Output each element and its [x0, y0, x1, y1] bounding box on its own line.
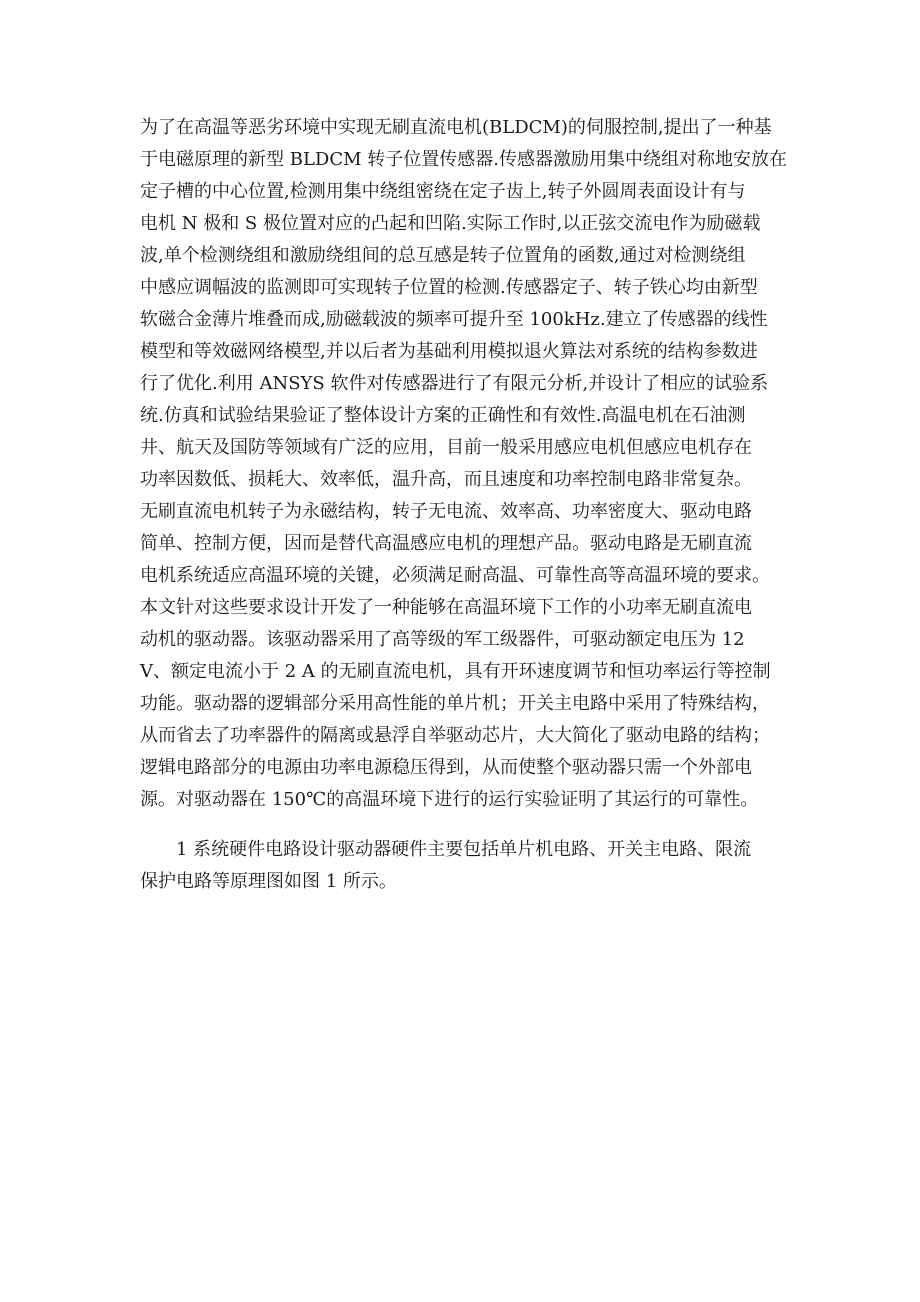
text-line: 简单、控制方便，因而是替代高温感应电机的理想产品。驱动电路是无刷直流 — [140, 533, 752, 554]
text-line: 波,单个检测绕组和激励绕组间的总互感是转子位置角的函数,通过对检测绕组 — [140, 245, 746, 266]
text-line: 于电磁原理的新型 BLDCM 转子位置传感器.传感器激励用集中绕组对称地安放在 — [140, 149, 787, 170]
text-line: 电机系统适应高温环境的关键，必须满足耐高温、可靠性高等高温环境的要求。 — [140, 565, 770, 586]
text-line: 电机 N 极和 S 极位置对应的凸起和凹陷.实际工作时,以正弦交流电作为励磁载 — [140, 213, 761, 234]
text-line: V、额定电流小于 2 A 的无刷直流电机，具有开环速度调节和恒功率运行等控制 — [140, 661, 771, 682]
document-body — [140, 112, 787, 898]
text-line: 本文针对这些要求设计开发了一种能够在高温环境下工作的小功率无刷直流电 — [140, 597, 752, 618]
text-line: 从而省去了功率器件的隔离或悬浮自举驱动芯片，大大简化了驱动电路的结构； — [140, 725, 770, 746]
text-line: 定子槽的中心位置,检测用集中绕组密绕在定子齿上,转子外圆周表面设计有与 — [140, 181, 746, 202]
text-line: 统.仿真和试验结果验证了整体设计方案的正确性和有效性.高温电机在石油测 — [140, 405, 746, 426]
text-line: 模型和等效磁网络模型,并以后者为基础利用模拟退火算法对系统的结构参数进 — [140, 341, 758, 362]
section-paragraph — [140, 834, 780, 898]
text-line: 软磁合金薄片堆叠而成,励磁载波的频率可提升至 100kHz.建立了传感器的线性 — [140, 309, 768, 330]
text-line: 功能。驱动器的逻辑部分采用高性能的单片机；开关主电路中采用了特殊结构， — [140, 693, 770, 714]
text-line: 动机的驱动器。该驱动器采用了高等级的军工级器件，可驱动额定电压为 12 — [140, 629, 745, 650]
text-line: 源。对驱动器在 150℃的高温环境下进行的运行实验证明了其运行的可靠性。 — [140, 789, 759, 810]
abstract-paragraph — [140, 112, 787, 816]
text-line: 为了在高温等恶劣环境中实现无刷直流电机(BLDCM)的伺服控制,提出了一种基 — [140, 117, 772, 138]
text-line: 保护电路等原理图如图 1 所示。 — [140, 871, 397, 892]
text-line: 行了优化.利用 ANSYS 软件对传感器进行了有限元分析,并设计了相应的试验系 — [140, 373, 769, 394]
text-line: 逻辑电路部分的电源由功率电源稳压得到，从而使整个驱动器只需一个外部电 — [140, 757, 752, 778]
paragraph-spacer — [140, 816, 780, 834]
text-line: 中感应调幅波的监测即可实现转子位置的检测.传感器定子、转子铁心均由新型 — [140, 277, 758, 298]
text-line: 功率因数低、损耗大、效率低，温升高，而且速度和功率控制电路非常复杂。 — [140, 469, 752, 490]
text-line: 1 系统硬件电路设计驱动器硬件主要包括单片机电路、开关主电路、限流 — [176, 839, 752, 860]
text-line: 无刷直流电机转子为永磁结构，转子无电流、效率高、功率密度大、驱动电路 — [140, 501, 752, 522]
text-line: 井、航天及国防等领域有广泛的应用，目前一般采用感应电机但感应电机存在 — [140, 437, 752, 458]
